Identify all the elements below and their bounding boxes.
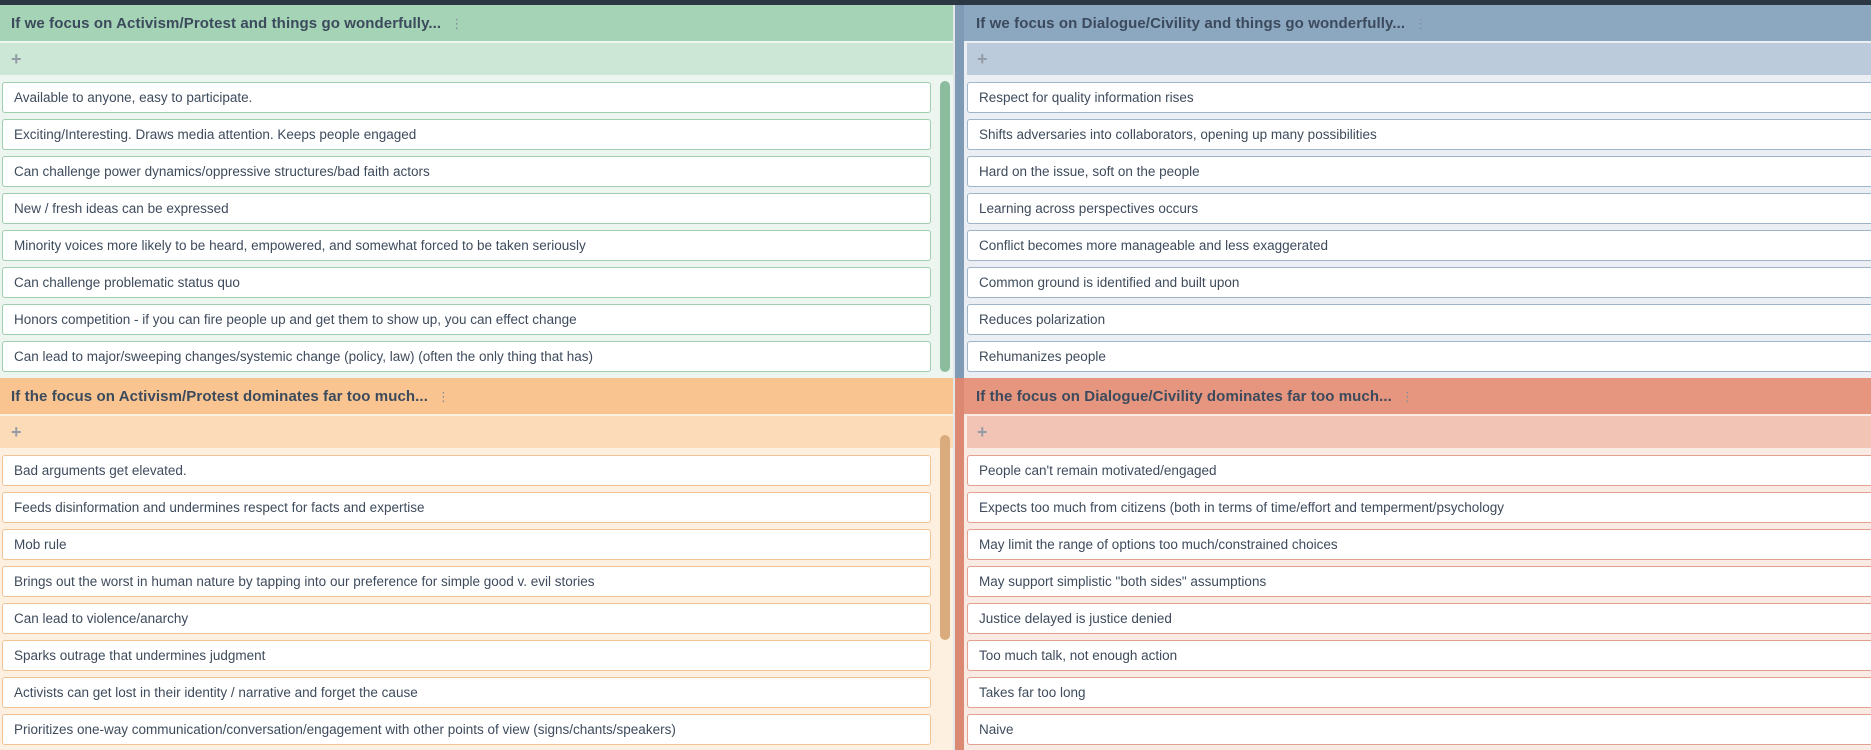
card[interactable]	[967, 193, 1871, 224]
card[interactable]	[2, 714, 931, 745]
section-title: If the focus on Activism/Protest dominates far too much...	[11, 387, 428, 405]
card-text: Reduces polarization	[979, 312, 1106, 327]
section-edge-strip	[955, 378, 964, 750]
card-text: Exciting/Interesting. Draws media attention. Keeps people engaged	[14, 127, 417, 142]
card[interactable]	[2, 304, 931, 335]
section-header	[0, 378, 953, 414]
card[interactable]	[2, 156, 931, 187]
card-text: Learning across perspectives occurs	[979, 201, 1199, 216]
section-header	[955, 378, 1871, 414]
card-list	[0, 448, 953, 750]
scrollbar-thumb[interactable]	[940, 81, 950, 372]
card-text: Can challenge problematic status quo	[14, 275, 240, 290]
plus-icon: +	[977, 422, 988, 442]
card-text: Takes far too long	[979, 685, 1086, 700]
plus-icon: +	[977, 49, 988, 69]
add-item-row[interactable]	[0, 416, 953, 448]
card[interactable]	[967, 566, 1871, 597]
card-text: Sparks outrage that undermines judgment	[14, 648, 266, 663]
card-text: Conflict becomes more manageable and less exaggerated	[979, 238, 1328, 253]
section-title: If we focus on Activism/Protest and things go wonderfully...	[11, 14, 442, 32]
card-text: Can lead to major/sweeping changes/systemic change (policy, law) (often the only thing that has)	[14, 349, 594, 364]
section-header	[955, 5, 1871, 41]
section-title: If we focus on Dialogue/Civility and things go wonderfully...	[976, 14, 1406, 32]
card[interactable]	[967, 455, 1871, 486]
section-edge-strip	[955, 5, 964, 378]
card-text: Respect for quality information rises	[979, 90, 1194, 105]
card[interactable]	[2, 341, 931, 372]
card-list	[0, 75, 953, 378]
card-list	[955, 448, 1871, 750]
card[interactable]	[967, 677, 1871, 708]
column-activism	[0, 5, 953, 750]
card-text: Available to anyone, easy to participate.	[14, 90, 253, 105]
section-dialogue-dominates	[955, 378, 1871, 750]
card-text: Hard on the issue, soft on the people	[979, 164, 1200, 179]
card[interactable]	[2, 603, 931, 634]
card-text: New / fresh ideas can be expressed	[14, 201, 229, 216]
card-text: Feeds disinformation and undermines respect for facts and expertise	[14, 500, 425, 515]
card-text: Prioritizes one-way communication/conversation/engagement with other points of view (signs/chants/speakers)	[14, 722, 676, 737]
card-text: People can't remain motivated/engaged	[979, 463, 1217, 478]
kebab-menu-icon[interactable]: ⋮	[450, 15, 464, 31]
card[interactable]	[967, 492, 1871, 523]
card-text: Expects too much from citizens (both in terms of time/effort and temperment/psychology	[979, 500, 1504, 515]
card[interactable]	[967, 119, 1871, 150]
card[interactable]	[2, 193, 931, 224]
card[interactable]	[2, 492, 931, 523]
card[interactable]	[967, 304, 1871, 335]
card[interactable]	[2, 267, 931, 298]
card[interactable]	[967, 529, 1871, 560]
card[interactable]	[2, 82, 931, 113]
card-text: Naive	[979, 722, 1014, 737]
card[interactable]	[2, 230, 931, 261]
card[interactable]	[967, 267, 1871, 298]
card[interactable]	[2, 566, 931, 597]
section-dialogue-wonderful	[955, 5, 1871, 378]
card-text: Activists can get lost in their identity / narrative and forget the cause	[14, 685, 418, 700]
card[interactable]	[967, 341, 1871, 372]
scrollbar-thumb[interactable]	[940, 435, 950, 640]
card-text: May support simplistic "both sides" assumptions	[979, 574, 1267, 589]
card[interactable]	[967, 603, 1871, 634]
add-item-row[interactable]	[967, 43, 1871, 75]
card-text: Shifts adversaries into collaborators, opening up many possibilities	[979, 127, 1377, 142]
card[interactable]	[967, 156, 1871, 187]
card[interactable]	[2, 119, 931, 150]
card-text: Can lead to violence/anarchy	[14, 611, 189, 626]
card-text: Justice delayed is justice denied	[979, 611, 1172, 626]
card-text: Honors competition - if you can fire people up and get them to show up, you can effect change	[14, 312, 577, 327]
plus-icon: +	[11, 49, 22, 69]
card[interactable]	[967, 714, 1871, 745]
column-dialogue	[955, 5, 1871, 750]
kebab-menu-icon[interactable]: ⋮	[1400, 388, 1414, 404]
brainstorm-board	[0, 5, 1871, 750]
card[interactable]	[967, 82, 1871, 113]
card-text: Rehumanizes people	[979, 349, 1106, 364]
card[interactable]	[967, 230, 1871, 261]
card-list	[955, 75, 1871, 378]
card[interactable]	[2, 677, 931, 708]
card-text: Mob rule	[14, 537, 67, 552]
card-text: May limit the range of options too much/constrained choices	[979, 537, 1338, 552]
add-item-row[interactable]	[967, 416, 1871, 448]
section-activism-dominates	[0, 378, 953, 750]
section-header	[0, 5, 953, 41]
card-text: Bad arguments get elevated.	[14, 463, 187, 478]
card-text: Too much talk, not enough action	[979, 648, 1178, 663]
card-text: Can challenge power dynamics/oppressive structures/bad faith actors	[14, 164, 430, 179]
card-text: Common ground is identified and built upon	[979, 275, 1240, 290]
add-item-row[interactable]	[0, 43, 953, 75]
card-text: Minority voices more likely to be heard, empowered, and somewhat forced to be taken seriously	[14, 238, 586, 253]
kebab-menu-icon[interactable]: ⋮	[1414, 15, 1428, 31]
card[interactable]	[2, 529, 931, 560]
card[interactable]	[2, 455, 931, 486]
section-activism-wonderful	[0, 5, 953, 378]
card-text: Brings out the worst in human nature by tapping into our preference for simple good v. evil stories	[14, 574, 595, 589]
card[interactable]	[2, 640, 931, 671]
card[interactable]	[967, 640, 1871, 671]
section-title: If the focus on Dialogue/Civility dominates far too much...	[976, 387, 1392, 405]
plus-icon: +	[11, 422, 22, 442]
kebab-menu-icon[interactable]: ⋮	[436, 388, 450, 404]
